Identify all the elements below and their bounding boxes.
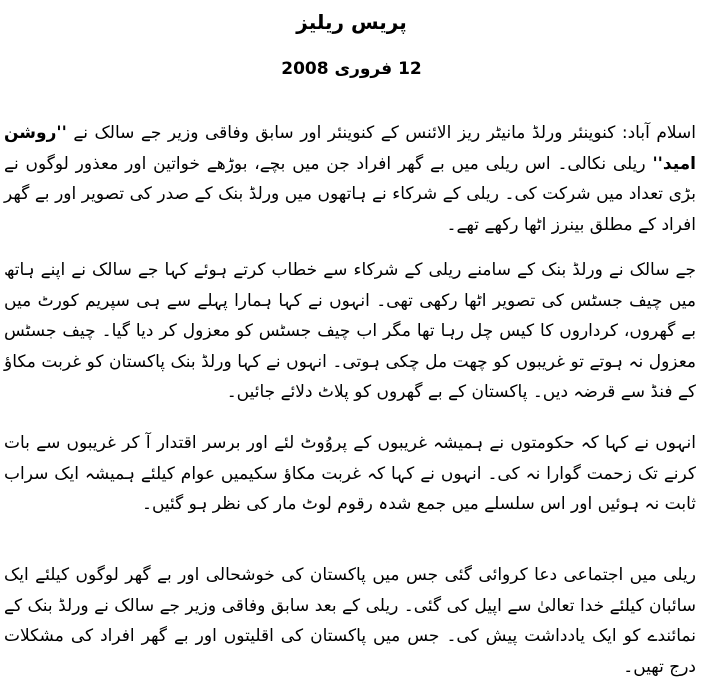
paragraph-rally-announcement [4,118,696,240]
document-date: 12 فروری 2008 [281,59,422,79]
paragraph-text: ریلی نکالی۔ اس ریلی میں بے گھر افراد جن میں بچے، بوڑھے خواتین اور معذور لوگوں نے بڑی تعداد میں شرکت کی۔ ریلی کے شرکاء نے ہاتھوں میں ورلڈ بنک کے صدر کی تصویر اور بے گھر افراد کے مطلق بینرز اٹھا رکھے تھے۔ [4,153,696,235]
document-title: پریس ریلیز [296,10,407,34]
paragraph-address-to-participants: جے سالک نے ورلڈ بنک کے سامنے ریلی کے شرکاء سے خطاب کرتے ہوئے کہا جے سالک نے اپنے ہاتھ میں چیف جسٹس کی تصویر اٹھا رکھی تھی۔ انہوں نے کہا ہمارا پہلے سے ہی سپریم کورٹ میں بے گھروں، کرداروں کا کیس چل رہا تھا مگر اب چیف جسٹس کو معزول کر دیا گیا۔ چیف جسٹس معزول نہ ہوتے تو غریبوں کو چھت مل چکی ہوتی۔ انہوں نے کہا ورلڈ بنک پاکستان کو غربت مکاؤ کے فنڈ سے قرضہ دیں۔ پاکستان کے بے گھروں کو پلاٹ دلائے جائیں۔ [4,260,696,402]
rally-name-quote: ''روشن امید'' [4,123,696,174]
paragraph-text: اسلام آباد: کنوینئر ورلڈ مانیٹر ریز الائنس کے کنوینئر اور سابق وفاقی وزیر جے سالک نے [66,123,696,143]
paragraph-prayer-and-memorandum: ریلی میں اجتماعی دعا کروائی گئی جس میں پاکستان کی خوشحالی اور بے گھر لوگوں کیلئے ایک سائبان کیلئے خدا تعالیٰ سے اپیل کی گئی۔ ریلی کے بعد سابق وفاقی وزیر جے سالک نے ورلڈ بنک کے نمائندے کو ایک یادداشت پیش کی۔ جس میں پاکستان کی اقلیتوں اور بے گھر افراد کی مشکلات درج تھیں۔ [4,565,696,677]
paragraph-government-criticism: انہوں نے کہا کہ حکومتوں نے ہمیشہ غریبوں کے پروُوٹ لئے اور برسر اقتدار آ کر غریبوں سے بات کرنے تک زحمت گوارا نہ کی۔ انہوں نے کہا کہ غربت مکاؤ سکیمیں عوام کیلئے ہمیشہ ایک سراب ثابت نہ ہوئیں اور اس سلسلے میں جمع شدہ رقوم لوٹ مار کی نظر ہو گئیں۔ [4,433,696,514]
